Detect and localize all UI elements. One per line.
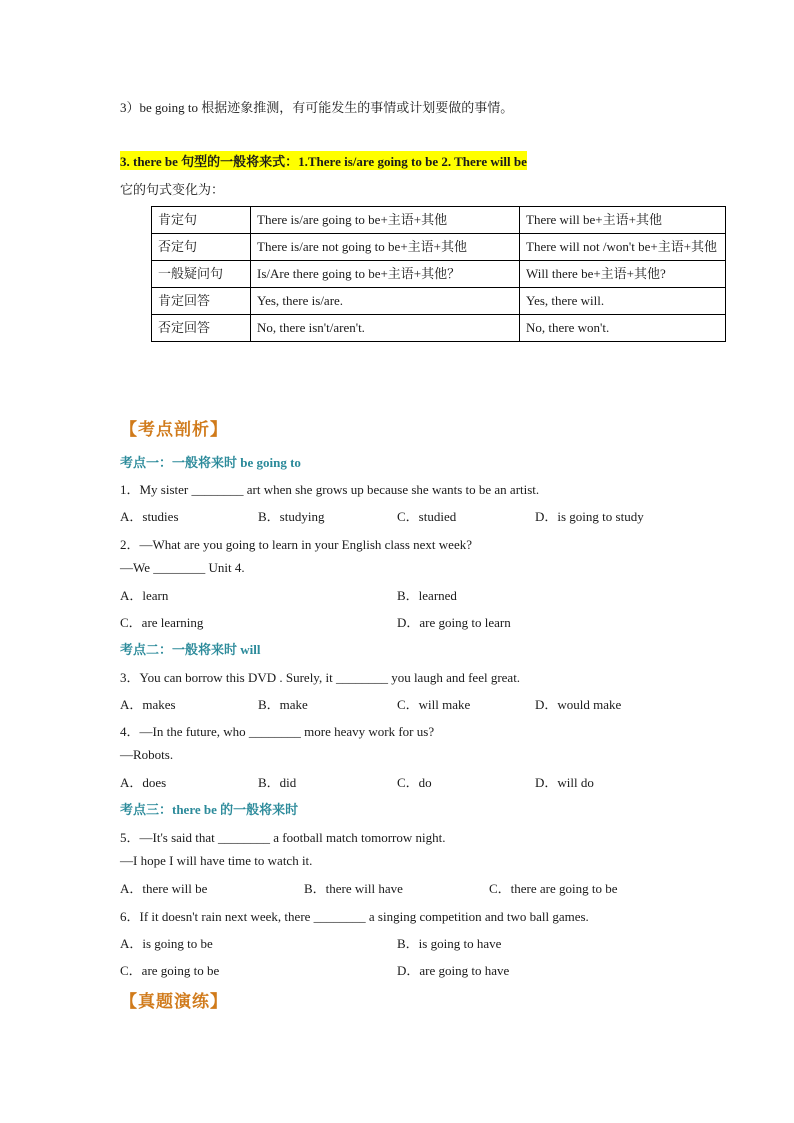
q4-option-a: A．does bbox=[120, 775, 167, 790]
pattern-table bbox=[151, 206, 726, 342]
q3-option-b: B．make bbox=[258, 697, 308, 712]
question-1: 1．My sister ________ art when she grows up because she wants to be an artist. bbox=[120, 482, 540, 497]
q6-option-b: B．is going to have bbox=[397, 936, 502, 951]
question-2-line2: —We ________ Unit 4. bbox=[120, 560, 245, 575]
table-cell: 一般疑问句 bbox=[152, 261, 251, 288]
table-cell: Yes, there will. bbox=[520, 288, 726, 315]
question-5-line1: 5．—It's said that ________ a football match tomorrow night. bbox=[120, 830, 446, 845]
question-5-line2: —I hope I will have time to watch it. bbox=[120, 853, 313, 868]
q2-option-b: B．learned bbox=[397, 588, 457, 603]
question-2-line1: 2．—What are you going to learn in your English class next week? bbox=[120, 537, 472, 552]
table-row bbox=[152, 261, 726, 288]
q1-option-b: B．studying bbox=[258, 509, 325, 524]
q1-option-d: D．is going to study bbox=[535, 509, 644, 524]
table-cell: Is/Are there going to be+主语+其他？ bbox=[251, 261, 520, 288]
q4-option-d: D．will do bbox=[535, 775, 594, 790]
q6-option-d: D．are going to have bbox=[397, 963, 510, 978]
table-cell: Yes, there is/are. bbox=[251, 288, 520, 315]
table-cell: There is/are not going to be+主语+其他 bbox=[251, 234, 520, 261]
q1-option-a: A．studies bbox=[120, 509, 179, 524]
q2-option-d: D．are going to learn bbox=[397, 615, 511, 630]
q5-option-a: A．there will be bbox=[120, 881, 208, 896]
kaodian-3-title: 考点三：there be 的一般将来时 bbox=[120, 802, 299, 817]
q4-option-b: B．did bbox=[258, 775, 297, 790]
table-cell: 否定句 bbox=[152, 234, 251, 261]
table-cell: There is/are going to be+主语+其他 bbox=[251, 207, 520, 234]
q3-option-c: C．will make bbox=[397, 697, 471, 712]
table-row bbox=[152, 288, 726, 315]
q1-option-c: C．studied bbox=[397, 509, 457, 524]
table-cell: There will be+主语+其他 bbox=[520, 207, 726, 234]
kaodian-1-title: 考点一：一般将来时 be going to bbox=[120, 455, 301, 470]
section-title-practice: 【真题演练】 bbox=[120, 992, 228, 1011]
table-cell: There will not /won't be+主语+其他 bbox=[520, 234, 726, 261]
variation-label: 它的句式变化为： bbox=[120, 182, 225, 197]
q3-option-a: A．makes bbox=[120, 697, 176, 712]
kaodian-2-title: 考点二：一般将来时 will bbox=[120, 642, 261, 657]
table-cell: No, there won't. bbox=[520, 315, 726, 342]
q2-option-c: C．are learning bbox=[120, 615, 204, 630]
table-cell: Will there be+主语+其他? bbox=[520, 261, 726, 288]
table-cell: 肯定回答 bbox=[152, 288, 251, 315]
table-row bbox=[152, 234, 726, 261]
q5-option-b: B．there will have bbox=[304, 881, 403, 896]
table-row bbox=[152, 207, 726, 234]
table-cell: 肯定句 bbox=[152, 207, 251, 234]
q3-option-d: D．would make bbox=[535, 697, 622, 712]
q5-option-c: C．there are going to be bbox=[489, 881, 618, 896]
question-3: 3．You can borrow this DVD . Surely, it ________ you laugh and feel great. bbox=[120, 670, 521, 685]
section-title-analysis: 【考点剖析】 bbox=[120, 420, 228, 439]
intro-line: 3）be going to 根据迹象推测，有可能发生的事情或计划要做的事情。 bbox=[120, 100, 514, 115]
q6-option-c: C．are going to be bbox=[120, 963, 220, 978]
question-6: 6．If it doesn't rain next week, there ________ a singing competition and two ball games. bbox=[120, 909, 589, 924]
highlight-heading: 3. there be 句型的一般将来式：1.There is/are going to be 2. There will be bbox=[120, 151, 527, 170]
q4-option-c: C．do bbox=[397, 775, 432, 790]
table-cell: 否定回答 bbox=[152, 315, 251, 342]
q2-option-a: A．learn bbox=[120, 588, 169, 603]
table-cell: No, there isn't/aren't. bbox=[251, 315, 520, 342]
table-row bbox=[152, 315, 726, 342]
q6-option-a: A．is going to be bbox=[120, 936, 213, 951]
question-4-line1: 4．—In the future, who ________ more heavy work for us? bbox=[120, 724, 435, 739]
question-4-line2: —Robots. bbox=[120, 747, 174, 762]
